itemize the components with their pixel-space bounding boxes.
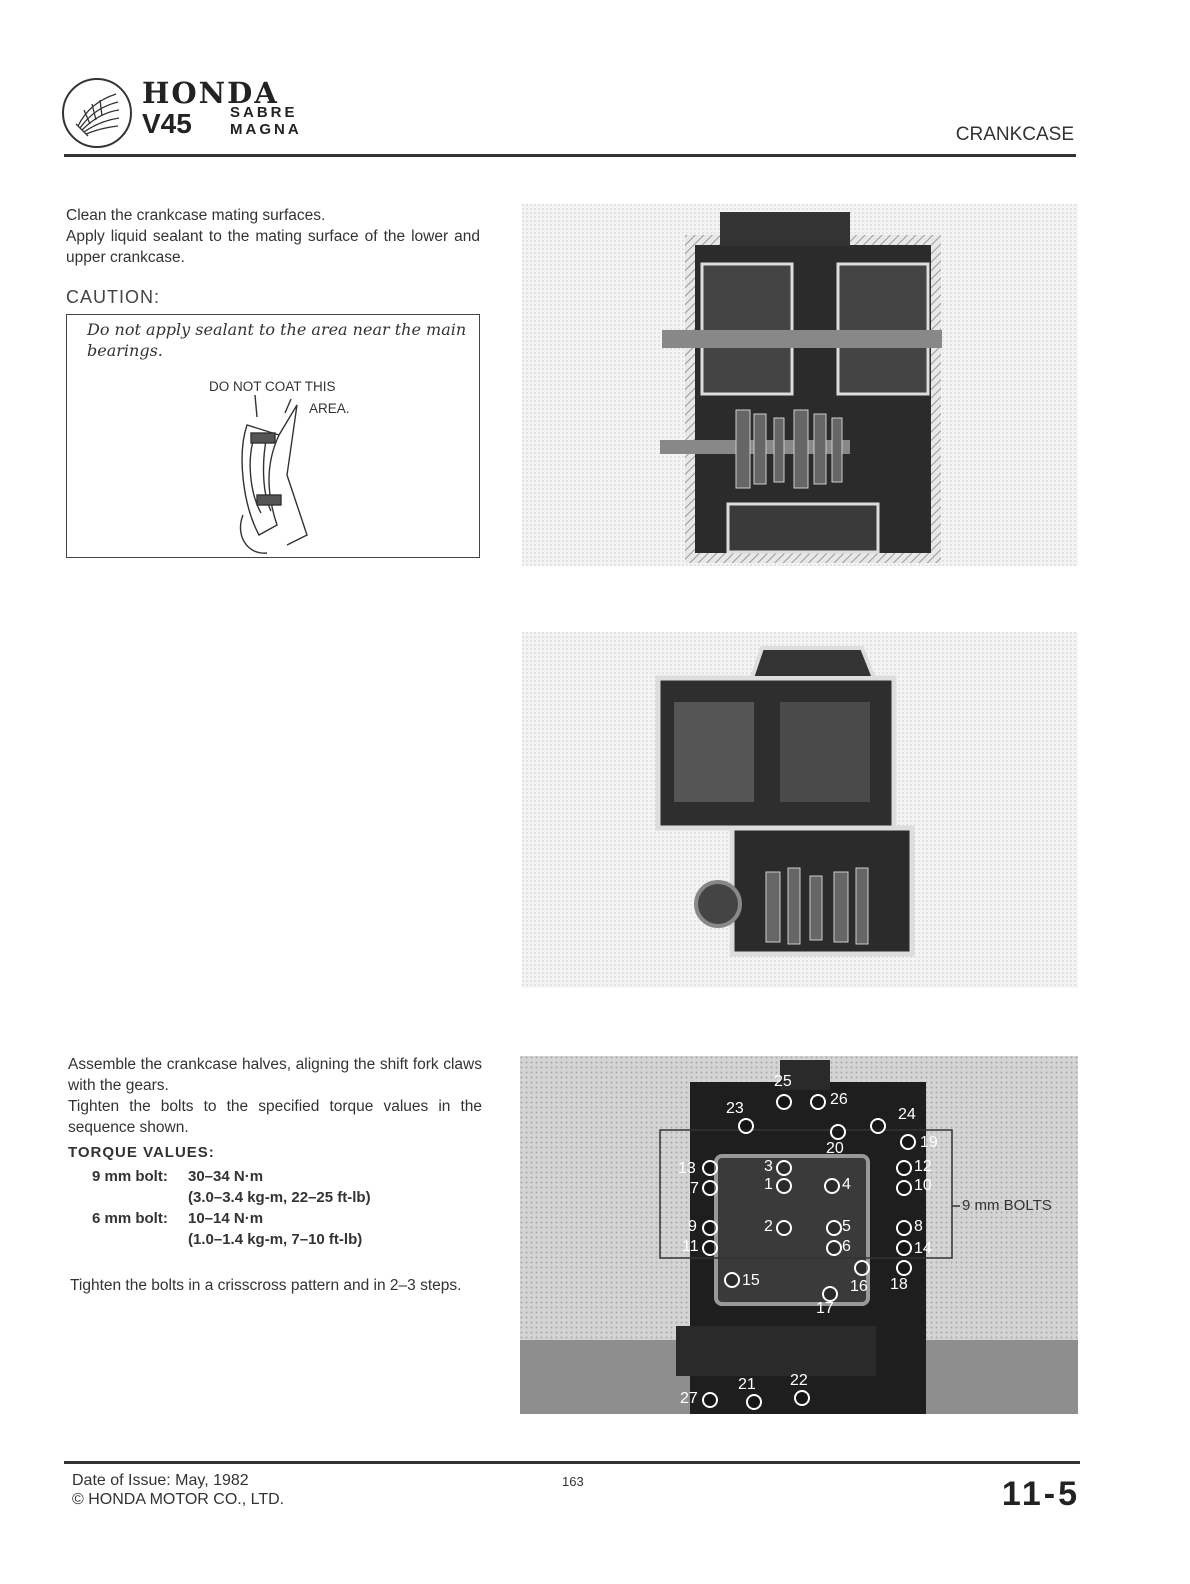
bolt-24-icon <box>870 1118 886 1134</box>
torque-9mm-alt: (3.0–3.4 kg-m, 22–25 ft-lb) <box>188 1189 371 1206</box>
bolt-1-icon <box>776 1178 792 1194</box>
callout-line2: AREA. <box>309 401 350 416</box>
torque-6mm-value: 10–14 N·m <box>188 1210 264 1227</box>
crankcase-lower-image <box>522 632 1078 988</box>
bolt-15-icon <box>724 1272 740 1288</box>
step2-line1: Assemble the crankcase halves, aligning the shift fork claws with the gears. <box>68 1056 482 1094</box>
bolt-number-20: 20 <box>826 1140 844 1157</box>
bearing-illustration <box>217 395 337 555</box>
bolt-number-24: 24 <box>898 1106 916 1123</box>
bolt-13-icon <box>702 1160 718 1176</box>
bolt-number-6: 6 <box>842 1238 851 1255</box>
bolt-number-27: 27 <box>680 1390 698 1407</box>
footer-copyright: © HONDA MOTOR CO., LTD. <box>72 1491 285 1508</box>
bolt-14-icon <box>896 1240 912 1256</box>
bolt-10-icon <box>896 1180 912 1196</box>
bolt-18-icon <box>896 1260 912 1276</box>
bolt-19-icon <box>900 1134 916 1150</box>
bolt-7-icon <box>702 1180 718 1196</box>
bolt-number-17: 17 <box>816 1300 834 1317</box>
bolt-number-5: 5 <box>842 1218 851 1235</box>
honda-wing-logo <box>62 78 132 148</box>
caution-text: Do not apply sealant to the area near the main bearings. <box>87 320 467 360</box>
bolt-6-icon <box>826 1240 842 1256</box>
step1-line2: Apply liquid sealant to the mating surface of the lower and upper crankcase. <box>66 228 480 266</box>
bolt-8-icon <box>896 1220 912 1236</box>
bolt-number-25: 25 <box>774 1073 792 1090</box>
bolt-number-19: 19 <box>920 1134 938 1151</box>
model-variants <box>230 104 302 138</box>
bolt-number-18: 18 <box>890 1276 908 1293</box>
bolt-number-1: 1 <box>764 1176 773 1193</box>
bolt-25-icon <box>776 1094 792 1110</box>
bolt-23-icon <box>738 1118 754 1134</box>
step2-text <box>68 1054 482 1138</box>
bolt-number-12: 12 <box>914 1158 932 1175</box>
bolt-number-7: 7 <box>690 1180 699 1197</box>
nine-mm-bolts-callout: 9 mm BOLTS <box>962 1197 1052 1214</box>
bolt-12-icon <box>896 1160 912 1176</box>
step1-line1: Clean the crankcase mating surfaces. <box>66 207 326 224</box>
bolt-21-icon <box>746 1394 762 1410</box>
bolt-number-9: 9 <box>688 1218 697 1235</box>
step1-text <box>66 205 480 268</box>
bolt-number-23: 23 <box>726 1100 744 1117</box>
torque-9mm-value: 30–34 N·m <box>188 1168 264 1185</box>
page-number: 11-5 <box>1001 1475 1080 1513</box>
bolt-2-icon <box>776 1220 792 1236</box>
bolt-4-icon <box>824 1178 840 1194</box>
bolt-number-15: 15 <box>742 1272 760 1289</box>
bolt-26-icon <box>810 1094 826 1110</box>
bolt-number-3: 3 <box>764 1158 773 1175</box>
torque-6mm-label: 6 mm bolt: <box>92 1210 168 1227</box>
bolt-number-21: 21 <box>738 1376 756 1393</box>
bolt-11-icon <box>702 1240 718 1256</box>
caution-title: CAUTION: <box>66 287 161 307</box>
bolt-sequence-image <box>520 1056 1078 1414</box>
brand-name: HONDA <box>142 76 279 110</box>
bolt-3-icon <box>776 1160 792 1176</box>
bolt-number-16: 16 <box>850 1278 868 1295</box>
bolt-number-11: 11 <box>682 1238 699 1255</box>
bolt-27-icon <box>702 1392 718 1408</box>
bolt-number-26: 26 <box>830 1091 848 1108</box>
bolt-number-10: 10 <box>914 1177 932 1194</box>
torque-9mm-label: 9 mm bolt: <box>92 1168 168 1185</box>
bolt-16-icon <box>854 1260 870 1276</box>
bolt-5-icon <box>826 1220 842 1236</box>
wing-icon <box>64 80 130 146</box>
caution-box <box>66 314 480 558</box>
bolt-number-2: 2 <box>764 1218 773 1235</box>
bolt-number-8: 8 <box>914 1218 923 1235</box>
footer-issue: Date of Issue: May, 1982 <box>72 1472 249 1489</box>
callout-line1: DO NOT COAT THIS <box>209 379 336 394</box>
footer-rule <box>64 1461 1080 1464</box>
bolt-number-4: 4 <box>842 1176 851 1193</box>
photo-upper-crankcase <box>522 204 1078 566</box>
bolt-number-13: 13 <box>678 1160 696 1177</box>
model-name: V45 <box>142 108 192 139</box>
bolt-22-icon <box>794 1390 810 1406</box>
variant-magna: MAGNA <box>230 121 302 138</box>
photo-bolt-sequence <box>520 1056 1078 1414</box>
bolt-9-icon <box>702 1220 718 1236</box>
torque-heading: TORQUE VALUES: <box>68 1144 215 1161</box>
variant-sabre: SABRE <box>230 104 298 121</box>
photo-lower-crankcase <box>522 632 1078 988</box>
crankcase-upper-image <box>522 204 1078 566</box>
bolt-number-22: 22 <box>790 1372 808 1389</box>
section-title: CRANKCASE <box>955 124 1074 145</box>
bolt-20-icon <box>830 1124 846 1140</box>
bolt-number-14: 14 <box>914 1240 932 1257</box>
torque-6mm-alt: (1.0–1.4 kg-m, 7–10 ft-lb) <box>188 1231 363 1248</box>
step3-text: Tighten the bolts in a crisscross pattern and in 2–3 steps. <box>70 1277 462 1294</box>
header-rule <box>64 154 1076 157</box>
sheet-number: 163 <box>562 1474 584 1489</box>
step2-line2: Tighten the bolts to the specified torque values in the sequence shown. <box>68 1098 482 1136</box>
